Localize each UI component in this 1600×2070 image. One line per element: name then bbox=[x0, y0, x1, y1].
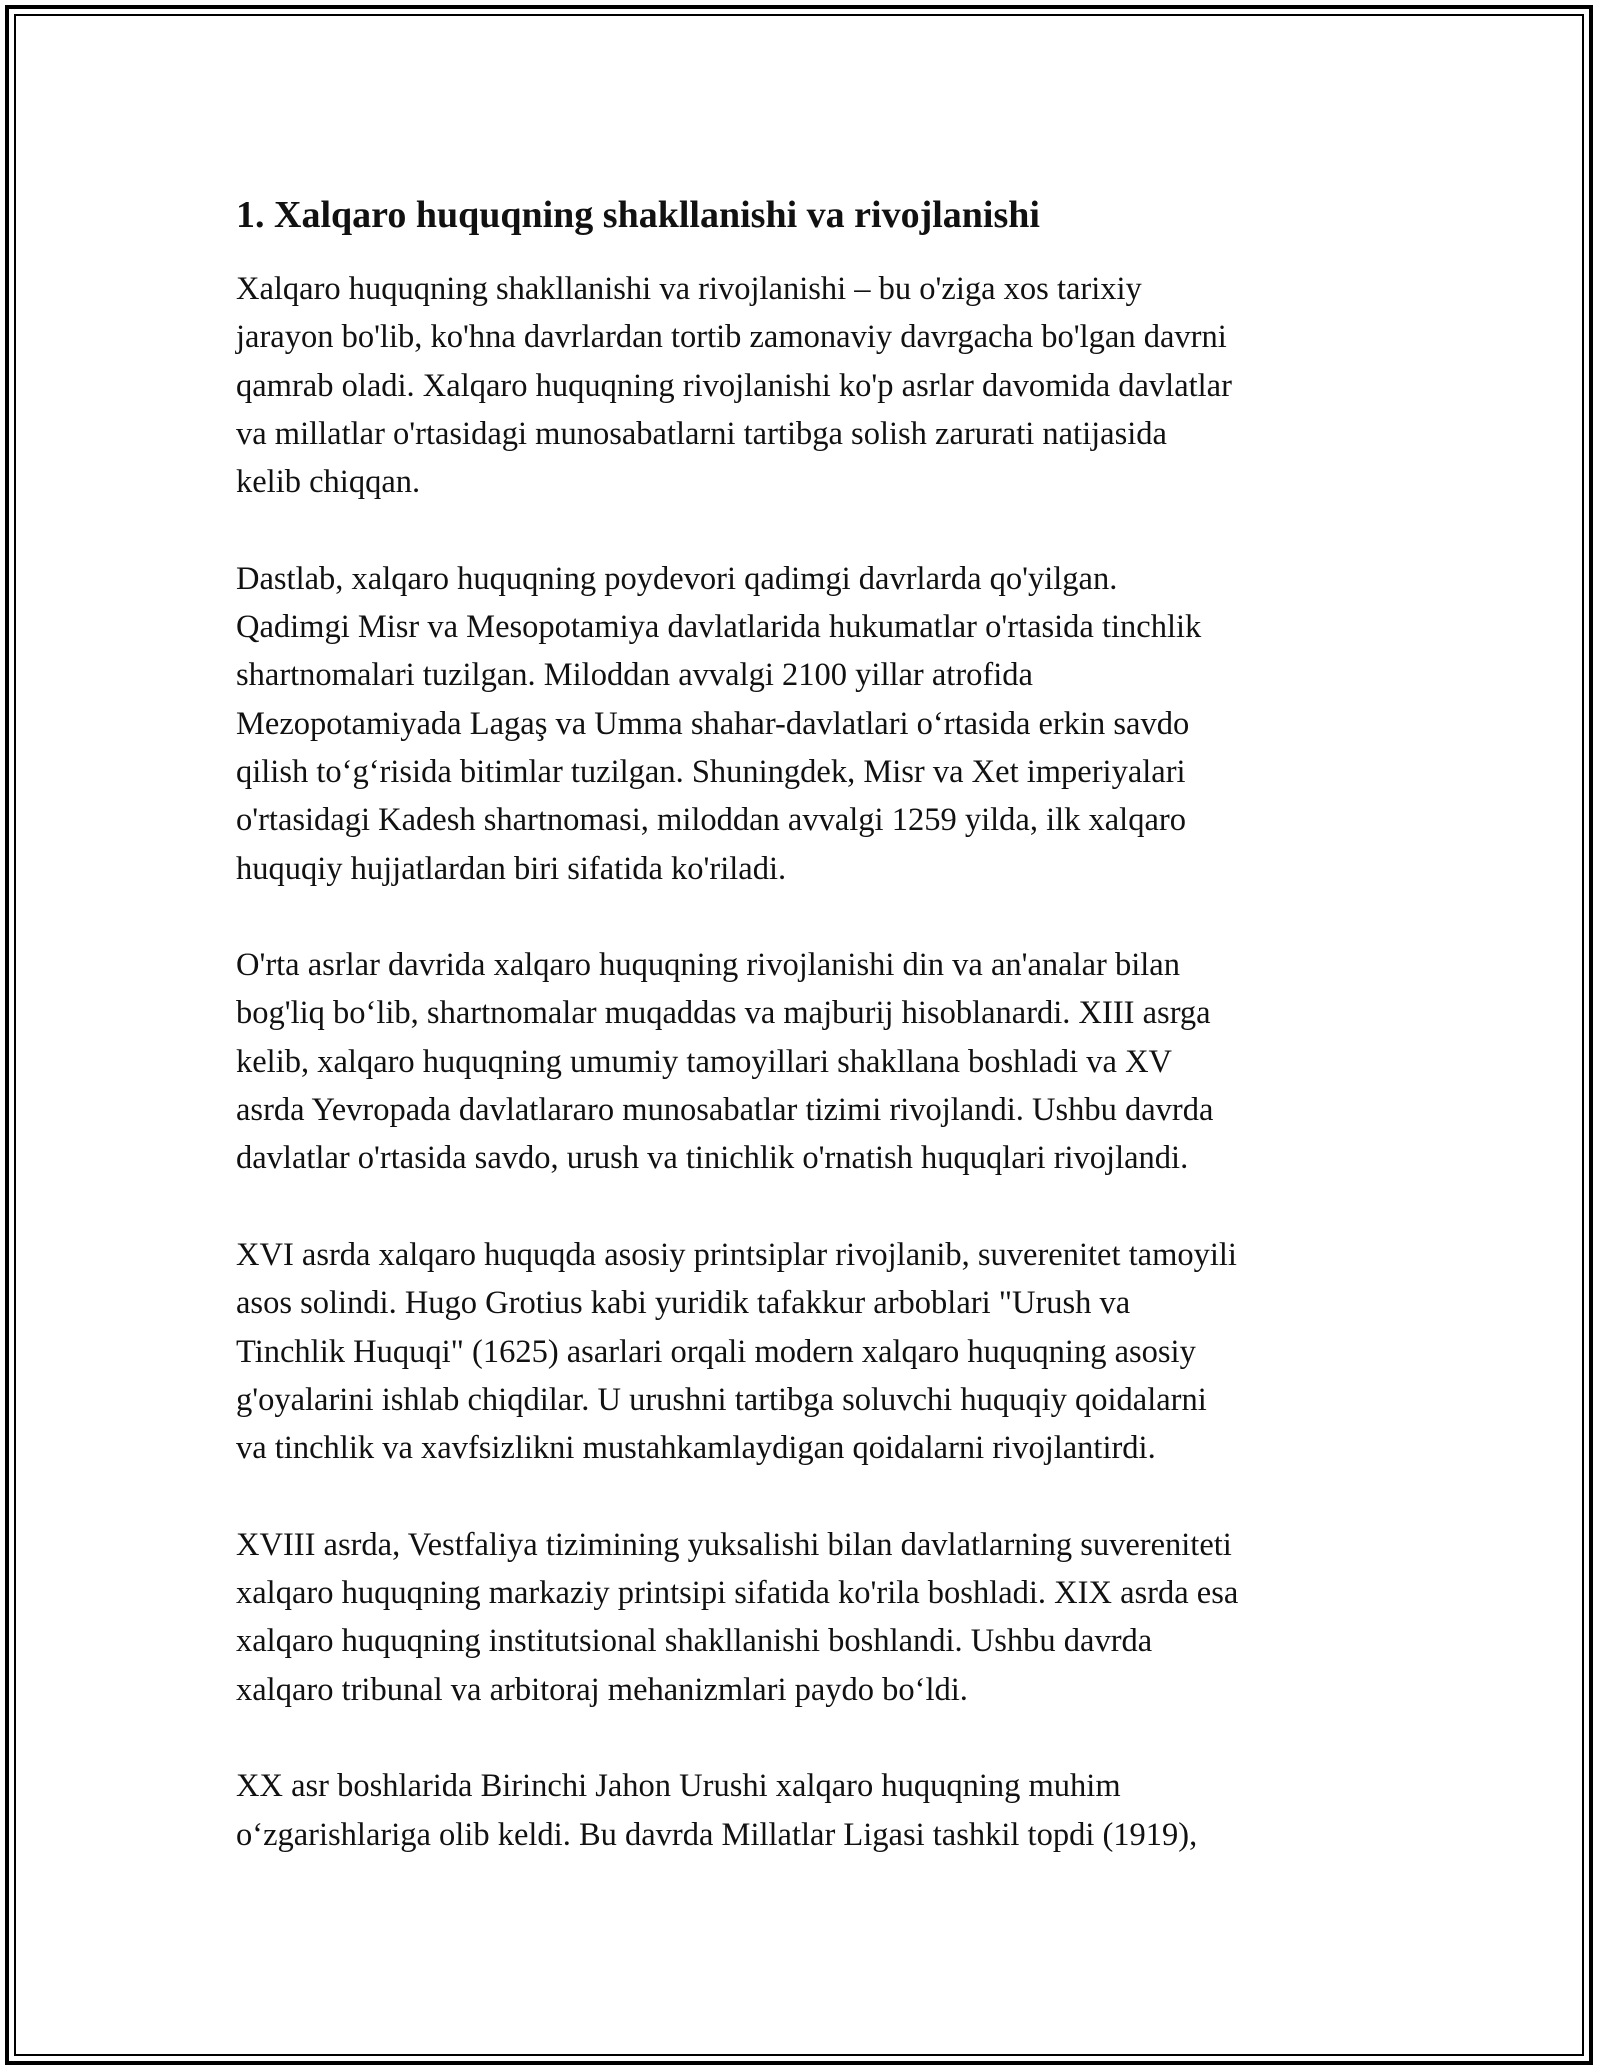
paragraph-2 bbox=[236, 555, 1386, 893]
paragraph-line: xalqaro tribunal va arbitoraj mehanizmlari paydo bo‘ldi. bbox=[236, 1671, 968, 1708]
paragraph-line: g'oyalarini ishlab chiqdilar. U urushni tartibga soluvchi huquqiy qoidalarni bbox=[236, 1381, 1207, 1418]
paragraph-5 bbox=[236, 1521, 1386, 1714]
paragraph-line: kelib, xalqaro huquqning umumiy tamoyillari shakllana boshladi va XV bbox=[236, 1043, 1173, 1080]
paragraph-line: o‘zgarishlariga olib keldi. Bu davrda Millatlar Ligasi tashkil topdi (1919), bbox=[236, 1816, 1198, 1853]
paragraph-1 bbox=[236, 265, 1386, 506]
paragraph-line: asos solindi. Hugo Grotius kabi yuridik tafakkur arboblari "Urush va bbox=[236, 1285, 1131, 1322]
paragraph-line: jarayon bo'lib, ko'hna davrlardan tortib zamonaviy davrgacha bo'lgan davrni bbox=[236, 319, 1227, 356]
paragraph-line: Mezopotamiyada Lagaş va Umma shahar-davlatlari o‘rtasida erkin savdo bbox=[236, 705, 1190, 742]
paragraph-line: davlatlar o'rtasida savdo, urush va tinichlik o'rnatish huquqlari rivojlandi. bbox=[236, 1140, 1189, 1177]
paragraph-line: qilish to‘g‘risida bitimlar tuzilgan. Shuningdek, Misr va Xet imperiyalari bbox=[236, 753, 1186, 790]
paragraph-line: Dastlab, xalqaro huquqning poydevori qadimgi davrlarda qo'yilgan. bbox=[236, 560, 1118, 597]
paragraph-line: bog'liq bo‘lib, shartnomalar muqaddas va majburij hisoblanardi. XIII asrga bbox=[236, 995, 1211, 1032]
paragraph-line: XVIII asrda, Vestfaliya tizimining yuksalishi bilan davlatlarning suvereniteti bbox=[236, 1526, 1232, 1563]
paragraph-line: Xalqaro huquqning shakllanishi va rivojlanishi – bu o'ziga xos tarixiy bbox=[236, 271, 1142, 307]
paragraph-line: XVI asrda xalqaro huquqda asosiy printsiplar rivojlanib, suverenitet tamoyili bbox=[236, 1236, 1237, 1273]
paragraph-line: o'rtasidagi Kadesh shartnomasi, miloddan avvalgi 1259 yilda, ilk xalqaro bbox=[236, 802, 1186, 839]
paragraph-line: XX asr boshlarida Birinchi Jahon Urushi xalqaro huquqning muhim bbox=[236, 1768, 1121, 1805]
paragraph-line: kelib chiqqan. bbox=[236, 464, 421, 501]
paragraph-line: asrda Yevropada davlatlararo munosabatlar tizimi rivojlandi. Ushbu davrda bbox=[236, 1092, 1214, 1129]
paragraph-line: shartnomalari tuzilgan. Miloddan avvalgi 2100 yillar atrofida bbox=[236, 657, 1033, 694]
paragraph-line: va millatlar o'rtasidagi munosabatlarni tartibga solish zarurati natijasida bbox=[236, 415, 1167, 452]
section-heading: 1. Xalqaro huquqning shakllanishi va rivojlanishi bbox=[236, 194, 1040, 236]
paragraph-line: xalqaro huquqning institutsional shakllanishi boshlandi. Ushbu davrda bbox=[236, 1623, 1153, 1660]
paragraph-line: xalqaro huquqning markaziy printsipi sifatida ko'rila boshladi. XIX asrda esa bbox=[236, 1575, 1239, 1612]
paragraph-line: qamrab oladi. Xalqaro huquqning rivojlanishi ko'p asrlar davomida davlatlar bbox=[236, 367, 1232, 404]
paragraph-4 bbox=[236, 1231, 1386, 1472]
paragraph-3 bbox=[236, 941, 1386, 1182]
paragraph-line: O'rta asrlar davrida xalqaro huquqning rivojlanishi din va an'analar bilan bbox=[236, 947, 1180, 984]
document-body bbox=[236, 189, 1386, 1907]
paragraph-line: Tinchlik Huquqi" (1625) asarlari orqali modern xalqaro huquqning asosiy bbox=[236, 1333, 1196, 1370]
paragraph-line: va tinchlik va xavfsizlikni mustahkamlaydigan qoidalarni rivojlantirdi. bbox=[236, 1430, 1156, 1467]
paragraph-line: Qadimgi Misr va Mesopotamiya davlatlarida hukumatlar o'rtasida tinchlik bbox=[236, 609, 1202, 646]
paragraph-6 bbox=[236, 1762, 1386, 1859]
paragraph-line: huquqiy hujjatlardan biri sifatida ko'riladi. bbox=[236, 850, 787, 887]
